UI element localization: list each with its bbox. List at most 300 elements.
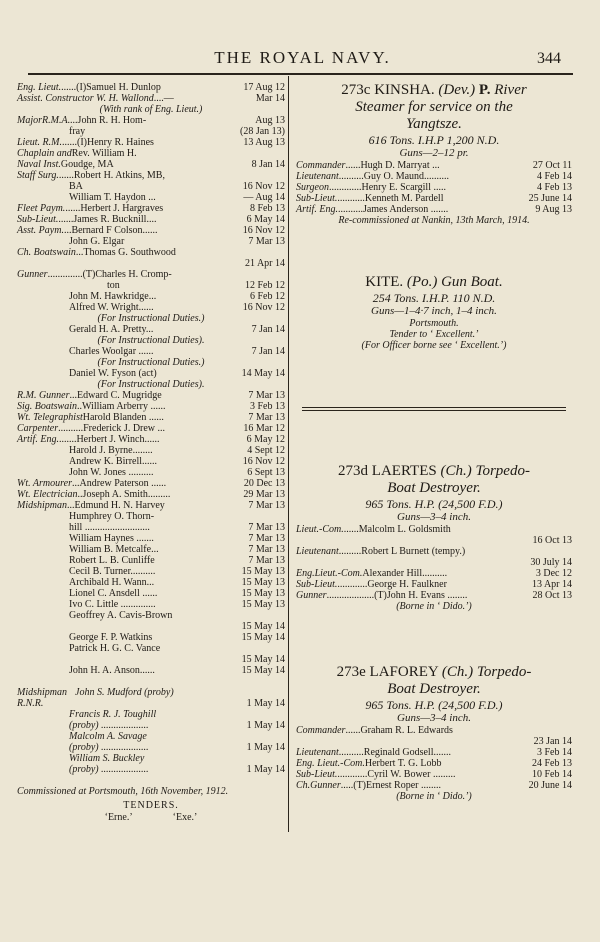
officer-name: Alexander Hill..........: [362, 568, 448, 579]
rank-label: Artif. Eng.: [296, 204, 338, 215]
entry-row: [17, 643, 285, 654]
entry-row: [17, 654, 285, 665]
officer-name: ..........Frederick J. Drew ...: [58, 423, 166, 434]
seniority-date: 15 May 13: [241, 588, 285, 599]
rank-label: Naval Inst.: [17, 159, 61, 170]
entry-row: [17, 82, 285, 93]
seniority-date: Mar 14: [255, 93, 285, 104]
rank-label: Carpenter: [17, 423, 59, 434]
entry-row: [17, 280, 285, 291]
officer-name: ton: [107, 280, 120, 291]
entry-row: [17, 269, 285, 280]
officer-name: (proby) ...................: [69, 764, 149, 775]
entry-row: [296, 193, 572, 204]
seniority-date: 15 May 13: [241, 599, 285, 610]
rank-label: Midshipman: [17, 500, 67, 511]
entry-row: [296, 524, 572, 535]
seniority-date: 16 Nov 12: [242, 456, 285, 467]
officer-name: Cecil B. Turner..........: [69, 566, 156, 577]
officer-name: (proby) ...................: [69, 720, 149, 731]
ship-spec: 965 Tons. H.P. (24,500 F.D.): [365, 497, 503, 511]
officer-name: .............Henry E. Scargill .....: [328, 182, 446, 193]
seniority-date: 30 July 14: [530, 557, 572, 568]
entry-row: [296, 769, 572, 780]
entry-row: [17, 412, 285, 423]
seniority-date: 12 Feb 12: [245, 280, 285, 291]
rank-label: MajorR.M.A: [17, 115, 68, 126]
officer-name: Herbert T. G. Lobb: [364, 758, 442, 769]
left-officer-list: [17, 82, 285, 797]
officer-name: John H. A. Anson......: [69, 665, 155, 676]
entry-row: [17, 434, 285, 445]
officer-name: ...Andrew Paterson ......: [72, 478, 167, 489]
entry-row: [17, 566, 285, 577]
seniority-date: 6 Feb 12: [250, 291, 285, 302]
rank-label: Lieutenant: [296, 171, 339, 182]
ship-type: Torpedo-: [475, 463, 530, 479]
rank-label: Assist. Constructor W. H. Wallond: [17, 93, 154, 104]
ship-entry-laertes: [296, 463, 572, 612]
officer-name: ......James R. Bucknill....: [58, 214, 157, 225]
entry-row: [296, 747, 572, 758]
rank-label: Artif. Eng.: [17, 434, 59, 445]
ship-name: 273c KINSHA.: [341, 82, 435, 98]
ship-type: Gun Boat.: [441, 274, 503, 290]
seniority-date: 7 Mar 13: [248, 500, 285, 511]
seniority-date: 7 Mar 13: [248, 522, 285, 533]
entry-row: [296, 780, 572, 791]
entry-row: [17, 544, 285, 555]
officer-name: hill ..........................: [69, 522, 150, 533]
page-title: THE ROYAL NAVY.: [214, 48, 391, 67]
seniority-date: 4 Feb 14: [537, 171, 572, 182]
entry-row: [296, 160, 572, 171]
entry-row: [17, 489, 285, 500]
entry-row: [17, 379, 285, 390]
entry-row: [17, 258, 285, 269]
officer-name: ......Hugh D. Marryat ...: [345, 160, 440, 171]
entry-row: [17, 709, 285, 720]
officer-name: ......Robert H. Atkins, MB,: [58, 170, 165, 181]
entry-row: [17, 313, 285, 324]
ship-guns: Guns—3–4 inch.: [397, 511, 471, 523]
seniority-date: 7 Mar 13: [248, 390, 285, 401]
officer-name: Francis R. J. Toughill: [69, 709, 157, 720]
officer-name: ..........James Anderson .......: [337, 204, 449, 215]
entry-row: [17, 357, 285, 368]
officer-name: ......Malcolm L. Goldsmith: [343, 524, 451, 535]
seniority-date: 1 May 14: [246, 742, 285, 753]
seniority-date: 17 Aug 12: [243, 82, 285, 93]
officer-name: Ivo C. Little ..............: [69, 599, 156, 610]
rank-label: R.N.R.: [17, 698, 44, 709]
seniority-date: 7 Jan 14: [251, 346, 285, 357]
seniority-date: 25 June 14: [528, 193, 572, 204]
ship-type: River: [494, 82, 527, 98]
officer-name: Lionel C. Ansdell ......: [69, 588, 158, 599]
ship-type: Torpedo-: [476, 664, 532, 680]
officer-name: .....(T)Ernest Roper ........: [340, 780, 441, 791]
seniority-date: 15 May 13: [241, 577, 285, 588]
rank-label: Commander: [296, 160, 346, 171]
entry-row: [17, 93, 285, 104]
seniority-date: 8 Jan 14: [251, 159, 285, 170]
ship-title: [296, 82, 572, 99]
seniority-date: 9 Aug 13: [535, 204, 572, 215]
seniority-date: 15 May 14: [241, 621, 285, 632]
officer-name: ..........Guy O. Maund..........: [338, 171, 450, 182]
rank-label: Wt. Armourer: [17, 478, 72, 489]
ship-class: (Dev.): [438, 82, 476, 98]
officer-name: ......Graham R. L. Edwards: [345, 725, 453, 736]
entry-row: [17, 236, 285, 247]
seniority-date: 20 Dec 13: [243, 478, 285, 489]
seniority-date: 27 Oct 11: [532, 160, 572, 171]
entry-row: [17, 115, 285, 126]
ship-note: Re-commissioned at Nankin, 13th March, 1914.: [338, 215, 530, 226]
seniority-date: 23 Jan 14: [533, 736, 572, 747]
header-rule: [28, 73, 573, 75]
left-column: [17, 82, 285, 824]
entry-row: [17, 742, 285, 753]
entry-row: [17, 467, 285, 478]
seniority-date: 6 May 12: [246, 434, 285, 445]
ship-name: 273e LAFOREY: [336, 664, 439, 680]
officer-name: John G. Elgar: [69, 236, 125, 247]
ship-note: (Borne in ‘ Dido.’): [396, 601, 472, 612]
seniority-date: — Aug 14: [243, 192, 285, 203]
entry-row: [17, 786, 285, 797]
rank-label: Lieut.-Com.: [296, 524, 344, 535]
officer-name: (proby) ...................: [69, 742, 149, 753]
tender-name: ‘Erne.’: [104, 812, 133, 823]
column-divider: [288, 76, 289, 832]
entry-row: [296, 546, 572, 557]
entry-row: [17, 720, 285, 731]
rank-label: Commander: [296, 725, 346, 736]
officer-name: John W. Jones ..........: [69, 467, 154, 478]
officer-name: ..............(T)Charles H. Cromp-: [47, 269, 172, 280]
entry-row: [296, 182, 572, 193]
ship-guns: Guns—1–4·7 inch, 1–4 inch.: [371, 305, 497, 317]
ship-note: (For Officer borne see ‘ Excellent.’): [361, 340, 507, 351]
rank-label: Ch. Boatswain: [17, 247, 76, 258]
officer-name: ....John R. H. Hom-: [67, 115, 147, 126]
officer-name: Malcolm A. Savage: [69, 731, 147, 742]
seniority-date: 1 May 14: [246, 720, 285, 731]
officer-name: Gerald H. A. Pretty...: [69, 324, 154, 335]
seniority-date: 7 Mar 13: [248, 544, 285, 555]
entry-row: [296, 171, 572, 182]
officer-name: ...Bernard F Colson......: [63, 225, 158, 236]
entry-row: [17, 104, 285, 115]
ship-class: (Ch.): [440, 463, 472, 479]
officer-name: (For Instructional Duties).: [97, 379, 205, 390]
rank-label: Eng. Lieut.: [17, 82, 62, 93]
ship-officer-list: [296, 160, 572, 215]
officer-name: .......Herbert J. Winch......: [58, 434, 160, 445]
rank-label: Staff Surg.: [17, 170, 59, 181]
officer-name: (For Instructional Duties).: [97, 335, 205, 346]
seniority-date: 10 Feb 14: [532, 769, 572, 780]
rank-label: R.M. Gunner: [17, 390, 70, 401]
officer-name: William T. Haydon ...: [69, 192, 156, 203]
entry-row: [296, 568, 572, 579]
rank-label: Chaplain and: [17, 148, 72, 159]
ship-name: KITE.: [365, 274, 404, 290]
tenders-heading: TENDERS.: [123, 800, 179, 811]
officer-name: fray: [69, 126, 86, 137]
entry-row: [17, 368, 285, 379]
officer-name: Andrew K. Birrell......: [69, 456, 158, 467]
entry-row: [17, 214, 285, 225]
entry-row: [17, 610, 285, 621]
officer-name: William S. Buckley: [69, 753, 145, 764]
ship-title: [296, 463, 572, 480]
entry-row: [296, 557, 572, 568]
officer-name: Archibald H. Wann...: [69, 577, 155, 588]
seniority-date: 15 May 14: [241, 654, 285, 665]
entry-row: [296, 590, 572, 601]
seniority-date: 6 May 14: [246, 214, 285, 225]
seniority-date: 20 June 14: [528, 780, 572, 791]
rank-label: Surgeon: [296, 182, 329, 193]
rank-label: Sub-Lieut.: [17, 214, 59, 225]
entry-row: [17, 522, 285, 533]
entry-row: [17, 247, 285, 258]
entry-row: [17, 511, 285, 522]
officer-name: (With rank of Eng. Lieut.): [99, 104, 203, 115]
seniority-date: 15 May 13: [241, 566, 285, 577]
seniority-date: 16 Mar 12: [243, 423, 285, 434]
entry-row: [17, 181, 285, 192]
entry-row: [296, 725, 572, 736]
entry-row: [17, 346, 285, 357]
seniority-date: 4 Sept 12: [247, 445, 285, 456]
officer-name: John M. Hawkridge...: [69, 291, 157, 302]
ship-note: Portsmouth.: [409, 318, 459, 329]
rank-label: Lieut. R.M.: [17, 137, 62, 148]
entry-row: [17, 390, 285, 401]
officer-name: Humphrey O. Thorn-: [69, 511, 155, 522]
officer-name: John S. Mudford (proby): [75, 687, 174, 698]
seniority-date: 21 Apr 14: [245, 258, 285, 269]
ship-flag: P.: [478, 82, 491, 98]
seniority-date: 15 May 14: [241, 632, 285, 643]
seniority-date: 14 May 14: [241, 368, 285, 379]
officer-name: Harold Blanden ......: [82, 412, 164, 423]
page-header: [20, 44, 585, 74]
entry-row: [296, 758, 572, 769]
entry-row: [296, 204, 572, 215]
tender-list: [17, 812, 285, 824]
ship-type-line: Steamer for service on the: [355, 99, 513, 115]
officer-name: ..........Reginald Godsell.......: [338, 747, 451, 758]
ship-entry-laforey: [296, 664, 572, 802]
seniority-date: 16 Nov 12: [242, 302, 285, 313]
ship-officer-list: [296, 524, 572, 601]
rank-label: Sub-Lieut.: [296, 769, 338, 780]
seniority-date: 13 Aug 13: [243, 137, 285, 148]
seniority-date: Aug 13: [255, 115, 285, 126]
ship-name: 273d LAERTES: [338, 463, 437, 479]
seniority-date: 1 May 14: [246, 698, 285, 709]
ship-type-line: Boat Destroyer.: [387, 681, 481, 697]
rank-label: Fleet Paym.: [17, 203, 66, 214]
officer-name: ......(I)Henry R. Haines: [62, 137, 154, 148]
seniority-date: 7 Jan 14: [251, 324, 285, 335]
officer-name: William B. Metcalfe...: [69, 544, 159, 555]
seniority-date: 15 May 14: [241, 665, 285, 676]
entry-row: [17, 621, 285, 632]
officer-name: ............Cyril W. Bower .........: [337, 769, 456, 780]
right-column: [296, 82, 572, 802]
rank-label: Midshipman: [17, 687, 67, 698]
officer-name: William Haynes .......: [69, 533, 154, 544]
seniority-date: 7 Mar 13: [248, 236, 285, 247]
entry-row: [17, 291, 285, 302]
entry-row: [17, 753, 285, 764]
rank-label: Sub-Lieut.: [296, 193, 338, 204]
entry-row: [296, 736, 572, 747]
rank-label: Lieutenant: [296, 546, 339, 557]
entry-row: [17, 148, 285, 159]
seniority-date: 24 Feb 13: [532, 758, 572, 769]
seniority-date: 28 Oct 13: [532, 590, 572, 601]
rank-label: Eng.Lieut.-Com.: [296, 568, 363, 579]
entry-row: [17, 126, 285, 137]
page-number: 344: [537, 50, 561, 67]
rank-label: Wt. Telegraphist: [17, 412, 83, 423]
officer-name: ......(I)Samuel H. Dunlop: [61, 82, 161, 93]
officer-name: Alfred W. Wright......: [69, 302, 154, 313]
entry-row: [17, 225, 285, 236]
entry-row: [17, 599, 285, 610]
entry-row: [17, 775, 285, 786]
officer-name: Charles Woolgar ......: [69, 346, 154, 357]
ship-type-line: Yangtsze.: [406, 116, 462, 132]
seniority-date: 3 Feb 14: [537, 747, 572, 758]
ship-guns: Guns—3–4 inch.: [397, 712, 471, 724]
entry-row: [17, 676, 285, 687]
officer-name: Geoffrey A. Cavis-Brown: [69, 610, 173, 621]
seniority-date: (28 Jan 13): [240, 126, 285, 137]
entry-row: [296, 579, 572, 590]
ship-spec: 965 Tons. H.P. (24,500 F.D.): [365, 698, 503, 712]
officer-name: ............George H. Faulkner: [337, 579, 447, 590]
officer-name: .........Robert L Burnett (tempy.): [338, 546, 466, 557]
tender-name: ‘Exe.’: [172, 812, 198, 823]
entry-row: [17, 203, 285, 214]
entry-row: [17, 533, 285, 544]
officer-name: Goudge, MA: [60, 159, 114, 170]
officer-name: Daniel W. Fyson (act): [69, 368, 157, 379]
entry-row: [17, 698, 285, 709]
ship-guns: Guns—2–12 pr.: [399, 147, 469, 159]
entry-row: [17, 555, 285, 566]
officer-name: ...Thomas G. Southwood: [75, 247, 176, 258]
ship-class: (Ch.): [441, 664, 474, 680]
seniority-date: 4 Feb 13: [537, 182, 572, 193]
seniority-date: 7 Mar 13: [248, 555, 285, 566]
seniority-date: 7 Mar 13: [248, 412, 285, 423]
officer-name: ...Edmund H. N. Harvey: [67, 500, 165, 511]
rank-label: Ch.Gunner: [296, 780, 341, 791]
officer-name: BA: [69, 181, 83, 192]
officer-name: Patrick H. G. C. Vance: [69, 643, 161, 654]
seniority-date: 6 Sept 13: [247, 467, 285, 478]
rank-label: Sub-Lieut.: [296, 579, 338, 590]
entry-row: [17, 159, 285, 170]
officer-name: George F. P. Watkins: [69, 632, 153, 643]
ship-spec: 254 Tons. I.H.P. 110 N.D.: [372, 291, 496, 305]
entry-row: [17, 687, 285, 698]
entry-row: [17, 500, 285, 511]
ship-type-line: Boat Destroyer.: [387, 480, 481, 496]
entry-row: [17, 632, 285, 643]
rank-label: Eng. Lieut.-Com.: [296, 758, 365, 769]
ship-class: (Po.): [406, 274, 438, 290]
rank-label: Commissioned at Portsmouth, 16th November, 1912.: [17, 786, 229, 797]
entry-row: [17, 588, 285, 599]
officer-name: Robert L. B. Cunliffe: [69, 555, 155, 566]
entry-row: [17, 731, 285, 742]
entry-row: [17, 335, 285, 346]
ship-note: Tender to ‘ Excellent.’: [389, 329, 479, 340]
entry-row: [17, 478, 285, 489]
rank-label: Lieutenant: [296, 747, 339, 758]
officer-name: ...Edward C. Mugridge: [69, 390, 162, 401]
officer-name: ..Joseph A. Smith.........: [77, 489, 171, 500]
officer-name: Harold J. Byrne........: [69, 445, 153, 456]
entry-row: [17, 764, 285, 775]
rank-label: Wt. Electrician: [17, 489, 78, 500]
ship-officer-list: [296, 725, 572, 791]
officer-name: (For Instructional Duties.): [97, 357, 205, 368]
officer-name: ...........Kenneth M. Pardell: [337, 193, 444, 204]
seniority-date: 13 Apr 14: [532, 579, 572, 590]
entry-row: [17, 170, 285, 181]
ship-title: [296, 664, 572, 681]
seniority-date: 16 Oct 13: [532, 535, 572, 546]
entry-row: [17, 302, 285, 313]
seniority-date: 16 Nov 12: [242, 225, 285, 236]
ship-title: [296, 274, 572, 291]
rank-label: Sig. Boatswain: [17, 401, 78, 412]
seniority-date: 3 Feb 13: [250, 401, 285, 412]
ship-entry-kinsha: [296, 82, 572, 226]
officer-name: ....—: [153, 93, 174, 104]
entry-row: [17, 423, 285, 434]
rank-label: Gunner: [296, 590, 327, 601]
entry-row: [17, 324, 285, 335]
ship-entry-kite: [296, 274, 572, 351]
officer-name: ..William Arberry ......: [77, 401, 166, 412]
entry-row: [17, 456, 285, 467]
entry-row: [17, 445, 285, 456]
entry-row: [17, 192, 285, 203]
seniority-date: 1 May 14: [246, 764, 285, 775]
entry-row: [17, 401, 285, 412]
rank-label: Asst. Paym.: [17, 225, 64, 236]
entry-row: [17, 577, 285, 588]
officer-name: (For Instructional Duties.): [97, 313, 205, 324]
ship-note: (Borne in ‘ Dido.’): [396, 791, 472, 802]
ship-spec: 616 Tons. I.H.P 1,200 N.D.: [368, 133, 500, 147]
officer-name: Rev. William H.: [71, 148, 137, 159]
seniority-date: 8 Feb 13: [250, 203, 285, 214]
rank-label: Gunner: [17, 269, 48, 280]
